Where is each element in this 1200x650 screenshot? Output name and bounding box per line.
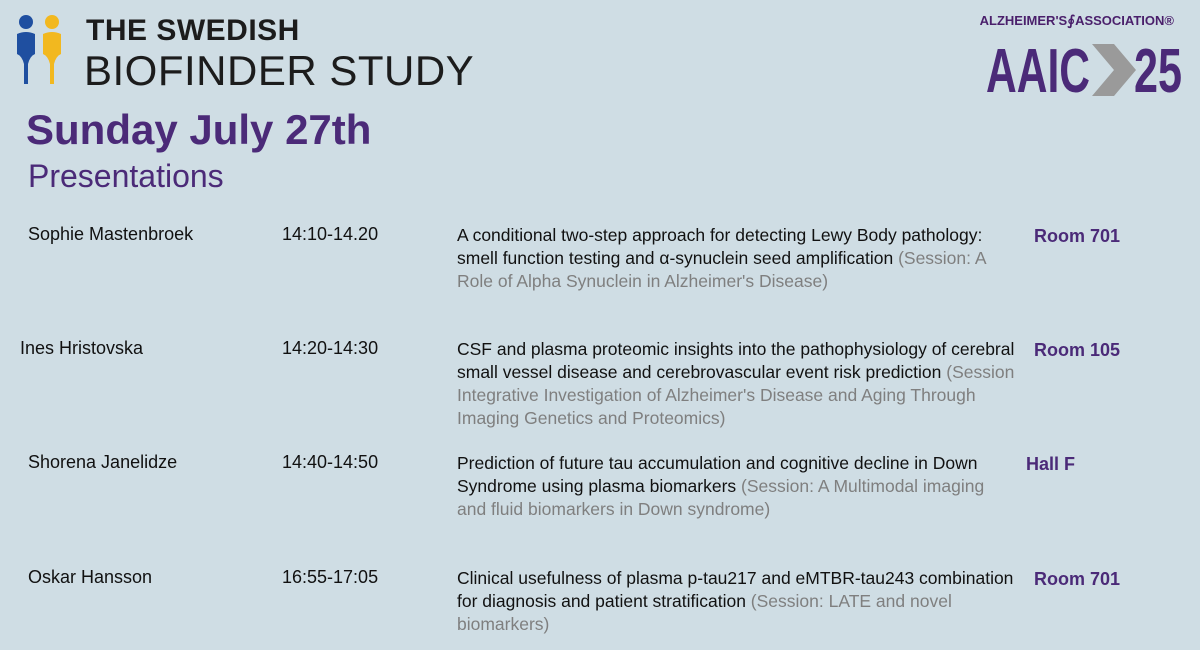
session-name: (Session: A Role of Alpha Synuclein in Alzheimer's Disease) [457, 248, 986, 291]
session-name: (Session: LATE and novel biomarkers) [457, 591, 952, 634]
presentation-time: 16:55-17:05 [282, 567, 379, 587]
org-suffix: ASSOCIATION [1075, 13, 1165, 28]
session-name: (Session: A Multimodal imaging and fluid biomarkers in Down syndrome) [457, 476, 985, 519]
org-name: ALZHEIMER'S [979, 13, 1068, 28]
presentation-time: 14:20-14:30 [282, 338, 379, 358]
room-label: Room 701 [1034, 226, 1121, 246]
presentation-description [457, 567, 1017, 636]
presentation-time: 14:40-14:50 [282, 452, 379, 472]
presentation-title: Prediction of future tau accumulation and cognitive decline in Down Syndrome using plasma biomarkers [457, 453, 978, 496]
association-ring-icon: ∮ [1067, 12, 1076, 28]
presentation-time: 14:10-14.20 [282, 224, 379, 244]
room-label: Room 105 [1034, 340, 1121, 360]
presenter-name: Ines Hristovska [20, 338, 144, 358]
conf-year: 25 [1134, 37, 1182, 106]
presentation-title: A conditional two-step approach for detecting Lewy Body pathology: smell function testing and α-synuclein seed amplification [457, 225, 983, 268]
presentation-title: CSF and plasma proteomic insights into the pathophysiology of cerebral small vessel disease and cerebrovascular event risk prediction [457, 339, 1015, 382]
presenter-name: Sophie Mastenbroek [28, 224, 194, 244]
presentation-description [457, 338, 1017, 430]
study-title-line2: BIOFINDER STUDY [84, 47, 475, 94]
study-title-line1: THE SWEDISH [86, 14, 300, 47]
page-subtitle: Presentations [28, 158, 224, 194]
session-name: (Session Integrative Investigation of Alzheimer's Disease and Aging Through Imaging Genetics and Proteomics) [457, 362, 1015, 428]
page-title: Sunday July 27th [26, 106, 372, 153]
conf-name: AAIC [986, 37, 1090, 106]
presenter-name: Shorena Janelidze [28, 452, 178, 472]
room-label: Hall F [1026, 454, 1076, 474]
presentation-title: Clinical usefulness of plasma p-tau217 and eMTBR-tau243 combination for diagnosis and patient stratification [457, 568, 1014, 611]
presenter-name: Oskar Hansson [28, 567, 153, 587]
presentation-description [457, 224, 1017, 293]
presentation-description [457, 452, 1017, 521]
org-registered-mark: ® [1164, 13, 1174, 28]
room-label: Room 701 [1034, 569, 1121, 589]
